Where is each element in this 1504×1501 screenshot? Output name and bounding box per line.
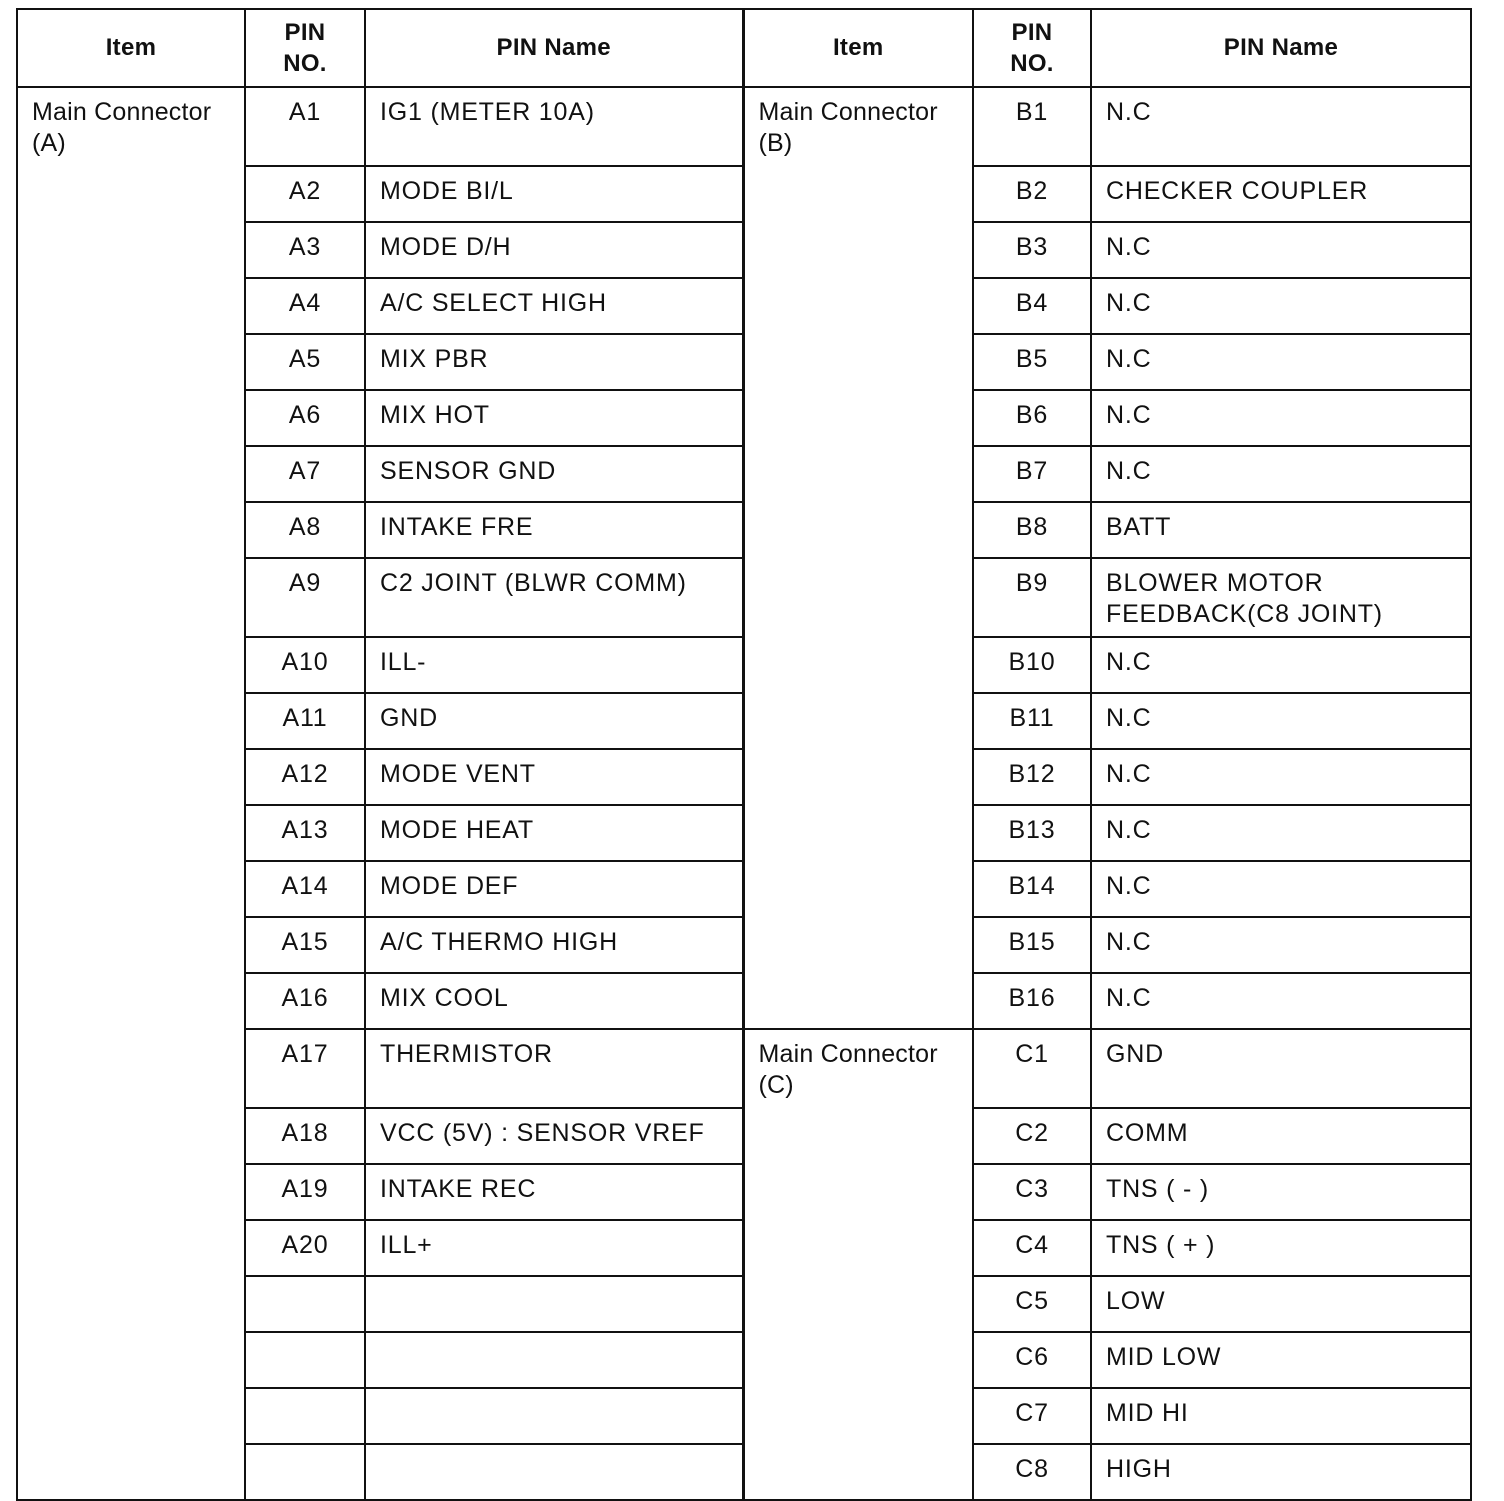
header-pin-no-a bbox=[245, 9, 365, 87]
pin-name-cell: MODE HEAT bbox=[365, 805, 743, 861]
connector-a-item bbox=[17, 87, 245, 1500]
pin-no-cell: A15 bbox=[245, 917, 365, 973]
pin-name-cell: A/C SELECT HIGH bbox=[365, 278, 743, 334]
pin-name-cell: N.C bbox=[1091, 805, 1471, 861]
pin-no-cell: A6 bbox=[245, 390, 365, 446]
header-row bbox=[17, 9, 1471, 87]
pin-name-cell: MIX COOL bbox=[365, 973, 743, 1029]
header-item-a: Item bbox=[17, 9, 245, 87]
pin-name-cell: N.C bbox=[1091, 334, 1471, 390]
pin-no-cell: A16 bbox=[245, 973, 365, 1029]
pin-name-cell: IG1 (METER 10A) bbox=[365, 87, 743, 166]
pin-no-cell: C7 bbox=[973, 1388, 1091, 1444]
pin-name-cell: MODE DEF bbox=[365, 861, 743, 917]
pin-no-cell bbox=[245, 1332, 365, 1388]
pin-no-cell: B16 bbox=[973, 973, 1091, 1029]
pin-no-cell: B14 bbox=[973, 861, 1091, 917]
header-pin-no-line1: PIN bbox=[1011, 18, 1053, 46]
pin-no-cell: B8 bbox=[973, 502, 1091, 558]
header-pin-no-line2: NO. bbox=[283, 50, 327, 77]
pin-name-cell: N.C bbox=[1091, 87, 1471, 166]
pin-no-cell: A13 bbox=[245, 805, 365, 861]
pin-name-cell bbox=[365, 1444, 743, 1500]
pin-name-cell: CHECKER COUPLER bbox=[1091, 166, 1471, 222]
header-pin-name-a: PIN Name bbox=[365, 9, 743, 87]
pin-no-cell: C2 bbox=[973, 1108, 1091, 1164]
pin-no-cell bbox=[245, 1444, 365, 1500]
pin-no-cell: A11 bbox=[245, 693, 365, 749]
pin-name-cell: MID HI bbox=[1091, 1388, 1471, 1444]
pin-name-cell bbox=[365, 1388, 743, 1444]
pin-no-cell: A18 bbox=[245, 1108, 365, 1164]
pin-no-cell: C4 bbox=[973, 1220, 1091, 1276]
header-pin-name-b: PIN Name bbox=[1091, 9, 1471, 87]
pin-table bbox=[16, 8, 1472, 1501]
pin-no-cell: B13 bbox=[973, 805, 1091, 861]
connector-label-line2: (A) bbox=[32, 129, 66, 158]
pin-name-cell: MIX HOT bbox=[365, 390, 743, 446]
pin-name-cell bbox=[365, 1276, 743, 1332]
pin-no-cell: B9 bbox=[973, 558, 1091, 637]
pin-name-cell: ILL+ bbox=[365, 1220, 743, 1276]
connector-label-line1: Main Connector bbox=[32, 98, 212, 126]
pin-name-cell: N.C bbox=[1091, 917, 1471, 973]
pin-name-cell: COMM bbox=[1091, 1108, 1471, 1164]
pin-no-cell: C8 bbox=[973, 1444, 1091, 1500]
pin-no-cell bbox=[245, 1276, 365, 1332]
connector-label-line1: Main Connector bbox=[758, 98, 938, 126]
pin-name-cell: N.C bbox=[1091, 390, 1471, 446]
pin-no-cell: A17 bbox=[245, 1029, 365, 1108]
pin-name-cell: N.C bbox=[1091, 749, 1471, 805]
pin-name-cell: HIGH bbox=[1091, 1444, 1471, 1500]
connector-label-line1: Main Connector bbox=[758, 1040, 938, 1068]
pin-name-cell: GND bbox=[365, 693, 743, 749]
pin-name-cell: TNS ( - ) bbox=[1091, 1164, 1471, 1220]
pin-no-cell: C1 bbox=[973, 1029, 1091, 1108]
pin-no-cell: C6 bbox=[973, 1332, 1091, 1388]
pin-no-cell: A1 bbox=[245, 87, 365, 166]
pin-no-cell: B4 bbox=[973, 278, 1091, 334]
pin-name-cell: N.C bbox=[1091, 278, 1471, 334]
pin-name-cell: N.C bbox=[1091, 973, 1471, 1029]
pin-no-cell: A5 bbox=[245, 334, 365, 390]
pin-no-cell: A14 bbox=[245, 861, 365, 917]
header-pin-no-line1: PIN bbox=[284, 18, 326, 46]
pin-name-cell bbox=[365, 1332, 743, 1388]
pin-no-cell: B10 bbox=[973, 637, 1091, 693]
pin-name-cell: A/C THERMO HIGH bbox=[365, 917, 743, 973]
pin-name-cell: N.C bbox=[1091, 637, 1471, 693]
table-body bbox=[17, 87, 1471, 1500]
pin-name-cell: MODE VENT bbox=[365, 749, 743, 805]
pin-name-cell: THERMISTOR bbox=[365, 1029, 743, 1108]
pin-name-cell: N.C bbox=[1091, 693, 1471, 749]
pin-name-cell: SENSOR GND bbox=[365, 446, 743, 502]
connector-b-item bbox=[743, 87, 973, 1029]
pin-no-cell bbox=[245, 1388, 365, 1444]
pin-no-cell: C3 bbox=[973, 1164, 1091, 1220]
pin-name-cell: TNS ( + ) bbox=[1091, 1220, 1471, 1276]
pin-no-cell: B11 bbox=[973, 693, 1091, 749]
pin-name-cell: MODE BI/L bbox=[365, 166, 743, 222]
pin-no-cell: B3 bbox=[973, 222, 1091, 278]
pin-name-cell: GND bbox=[1091, 1029, 1471, 1108]
pin-name-cell: VCC (5V) : SENSOR VREF bbox=[365, 1108, 743, 1164]
header-pin-no-b bbox=[973, 9, 1091, 87]
pin-no-cell: A2 bbox=[245, 166, 365, 222]
connector-label-line2: (B) bbox=[758, 129, 793, 158]
pin-no-cell: A7 bbox=[245, 446, 365, 502]
pin-no-cell: B1 bbox=[973, 87, 1091, 166]
pin-no-cell: B7 bbox=[973, 446, 1091, 502]
pin-no-cell: A8 bbox=[245, 502, 365, 558]
pin-no-cell: A4 bbox=[245, 278, 365, 334]
pin-no-cell: A3 bbox=[245, 222, 365, 278]
pin-no-cell: B15 bbox=[973, 917, 1091, 973]
pin-no-cell: B5 bbox=[973, 334, 1091, 390]
pin-name-cell: INTAKE FRE bbox=[365, 502, 743, 558]
pin-name-cell: BLOWER MOTOR FEEDBACK(C8 JOINT) bbox=[1091, 558, 1471, 637]
connector-label-line2: (C) bbox=[758, 1071, 794, 1100]
pin-no-cell: A19 bbox=[245, 1164, 365, 1220]
pin-name-cell: N.C bbox=[1091, 446, 1471, 502]
pin-name-cell: BATT bbox=[1091, 502, 1471, 558]
table-row bbox=[17, 87, 1471, 166]
connector-c-item bbox=[743, 1029, 973, 1500]
pin-name-cell: C2 JOINT (BLWR COMM) bbox=[365, 558, 743, 637]
pin-name-cell: LOW bbox=[1091, 1276, 1471, 1332]
pin-no-cell: B6 bbox=[973, 390, 1091, 446]
pin-no-cell: B2 bbox=[973, 166, 1091, 222]
pin-no-cell: A12 bbox=[245, 749, 365, 805]
pin-name-cell: INTAKE REC bbox=[365, 1164, 743, 1220]
pin-name-cell: MID LOW bbox=[1091, 1332, 1471, 1388]
pin-name-cell: MODE D/H bbox=[365, 222, 743, 278]
pin-name-cell: ILL- bbox=[365, 637, 743, 693]
pin-no-cell: C5 bbox=[973, 1276, 1091, 1332]
pin-name-cell: N.C bbox=[1091, 861, 1471, 917]
pin-no-cell: A9 bbox=[245, 558, 365, 637]
pin-no-cell: A10 bbox=[245, 637, 365, 693]
header-pin-no-line2: NO. bbox=[1010, 50, 1054, 77]
pin-name-cell: N.C bbox=[1091, 222, 1471, 278]
pin-name-cell: MIX PBR bbox=[365, 334, 743, 390]
pin-no-cell: A20 bbox=[245, 1220, 365, 1276]
pin-no-cell: B12 bbox=[973, 749, 1091, 805]
header-item-b: Item bbox=[743, 9, 973, 87]
